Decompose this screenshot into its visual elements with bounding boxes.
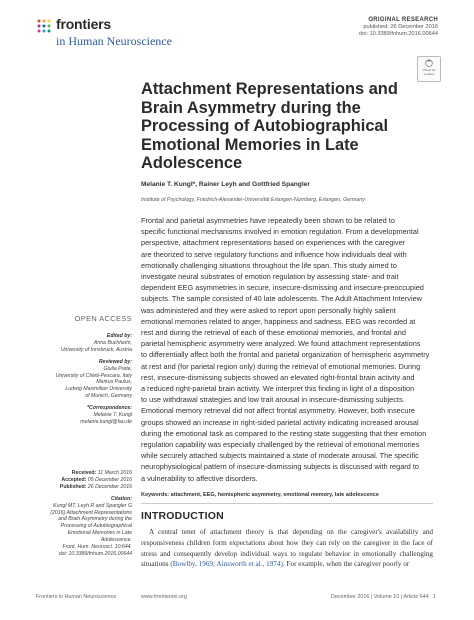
abstract-line: regulation capability was especially challenged by the retrieval of emotional memories [141,440,420,450]
frontiers-logo-icon [36,18,52,34]
abstract-line: neurophysiological pattern of insecure-dismissing subjects is discussed with regard to [141,462,419,472]
citation-label: Citation: [110,495,132,502]
abstract-line: a vulnerability to affective disorders. [141,473,258,483]
title-line: Brain Asymmetry during the [141,98,361,117]
intro-line: A central tenet of attachment theory is that depending on the caregiver's availability and [149,528,433,536]
received-date: 11 March 2016 [97,470,132,476]
citation-line: Front. Hum. Neurosci. 10:644. [62,544,132,551]
intro-tail: . For example, when the caregiver poorly or [282,560,410,569]
abstract-line: a reduced right-parietal brain activity. We interpret this finding in light of a disposition [141,384,415,394]
intro-line: stress and consequently develop individual ways to regulate behavior in emotionally challenging [141,549,433,558]
citation-line: Adolescence. [100,537,132,544]
reviewer-affiliation: Ludwig Maximilian University [65,386,132,393]
intro-line: responsiveness children form expectations about how they can rely on the caregiver in the face of [141,538,433,547]
dates-block [36,470,132,558]
abstract-line: dependent EEG asymmetries in secure, insecure-dismissing and insecure-preoccupied [141,283,424,293]
abstract-line: to use withdrawal strategies and low trait arousal in insecure-dismissing subjects. [141,395,405,405]
article-type: ORIGINAL RESEARCH [368,17,438,23]
footer-journal: Frontiers in Human Neuroscience [36,594,117,600]
correspondence-email[interactable]: melanie.kungl@fau.de [80,418,132,425]
authors: Melanie T. Kungl*, Rainer Leyh and Gottfried Spangler [141,181,310,188]
accepted-label: Accepted: [61,476,87,483]
abstract-line: subjects. The sample consisted of 40 late adolescents. The Adult Attachment Interview [141,294,422,304]
abstract-line: groups showed an increase in right-sided parietal activity indicating increased arousal [141,417,419,427]
abstract-line: at rest and (for parietal region only) during the retrieval of emotional memories. During [141,361,421,371]
correspondence-name: Melanie T. Kungl [93,412,132,419]
abstract-line: emotional memories related to anger, happiness and sadness. EEG was recorded at [141,316,416,326]
title-line: Attachment Representations and [141,80,398,98]
editor-block [36,333,132,426]
section-divider [141,503,433,504]
abstract-line: parietal hemispheric asymmetry were analyzed. We found attachment representations [141,339,421,349]
abstract-line: Emotional memory retrieval did not affect frontal asymmetry. However, both insecure [141,406,416,416]
reviewer-name: Markus Paulus, [96,379,132,386]
abstract-line: perspective, attachment representations based on experiences with the caregiver [141,238,406,248]
title-line: Adolescence [141,154,243,172]
reviewer-affiliation: of Munich, Germany [85,393,132,400]
introduction-body [141,527,433,570]
published-date: published: 26 December 2016 [363,24,438,30]
citation-line: and Brain Asymmetry during the [58,516,132,523]
abstract-line: are theorized to serve regulatory functions and influence how individuals deal with [141,249,407,259]
check-for-updates-label: Check for updates [422,68,436,76]
intro-line: situations [141,560,169,569]
published-date-side: 26 December 2016 [87,483,132,490]
reviewer-affiliation: University of Chieti-Pescara, Italy [55,372,132,379]
affiliation: Institute of Psychology, Friedrich-Alexander-Universität Erlangen-Nürnberg, Erlangen, Germany [141,197,365,203]
article-meta [359,17,438,38]
abstract-line: specific functional mechanisms involved in emotion regulation. From a developmental [141,227,419,237]
citation-line[interactable]: doi: 10.3389/fnhum.2016.00644 [58,550,132,557]
update-icon [418,59,440,69]
open-access-label: OPEN ACCESS [74,314,132,323]
abstract-line: emotionally challenging situations throughout the life span. This study aimed to [141,260,397,270]
abstract-line: was administered and they were asked to report upon personally highly salient [141,305,396,315]
footer-site-link[interactable]: www.frontiersin.org [141,594,187,600]
reviewed-by-label: Reviewed by: [98,358,132,365]
abstract-line: while securely attached subjects maintained a state of moderate arousal. The specific [141,451,419,461]
abstract-line: during the emotional task as compared to the resting state suggesting that their emotion [141,428,427,438]
received-label: Received: [71,470,97,476]
abstract-line: rest, insecure-dismissing subjects showed an elevated right-frontal brain activity and [141,372,415,382]
check-for-updates-button[interactable] [417,56,441,82]
abstract-line: rest and during the retrieval of each of these emotional memories, and frontal and [141,328,406,338]
correspondence-label: *Correspondence: [87,405,132,412]
citation-line: Kungl MT, Leyh R and Spangler G [53,502,132,509]
footer-page-number: 1 [433,594,436,600]
reviewer-name: Giulia Prete, [103,365,132,372]
keywords: Keywords: attachment, EEG, hemispheric asymmetry, emotional memory, late adolescence [141,492,379,498]
doi-link[interactable]: doi: 10.3389/fnhum.2016.00644 [358,31,438,37]
accepted-date: 05 December 2016 [87,476,132,483]
citation-link[interactable]: (Bowlby, 1969; Ainsworth et al., 1974) [170,560,283,569]
abstract-line: investigate neural substrates of emotion regulation by assessing state- and trait [141,272,399,282]
article-title [141,80,431,173]
edited-by-label: Edited by: [106,333,132,339]
introduction-heading: INTRODUCTION [141,510,224,522]
citation-line: Processing of Autobiographical [60,523,132,530]
editor-affiliation: University of Innsbruck, Austria [60,346,132,353]
published-label: Published: [59,483,87,490]
title-line: Processing of Autobiographical [141,117,389,135]
abstract-line: Frontal and parietal asymmetries have repeatedly been shown to be related to [141,216,395,225]
editor-name: Anna Buchheim, [93,339,132,346]
footer-issue: December 2016 | Volume 10 | Article 644 [331,594,429,600]
citation-line: Emotional Memories in Late [67,530,132,537]
title-line: Emotional Memories in Late [141,135,359,154]
citation-line: (2016) Attachment Representations [50,509,132,516]
journal-name: in Human Neuroscience [56,34,172,48]
abstract [141,215,433,484]
abstract-line: to differentially affect both the frontal and parietal organization of hemispheric asymmetry [141,350,430,360]
brand-name: frontiers [56,16,111,32]
